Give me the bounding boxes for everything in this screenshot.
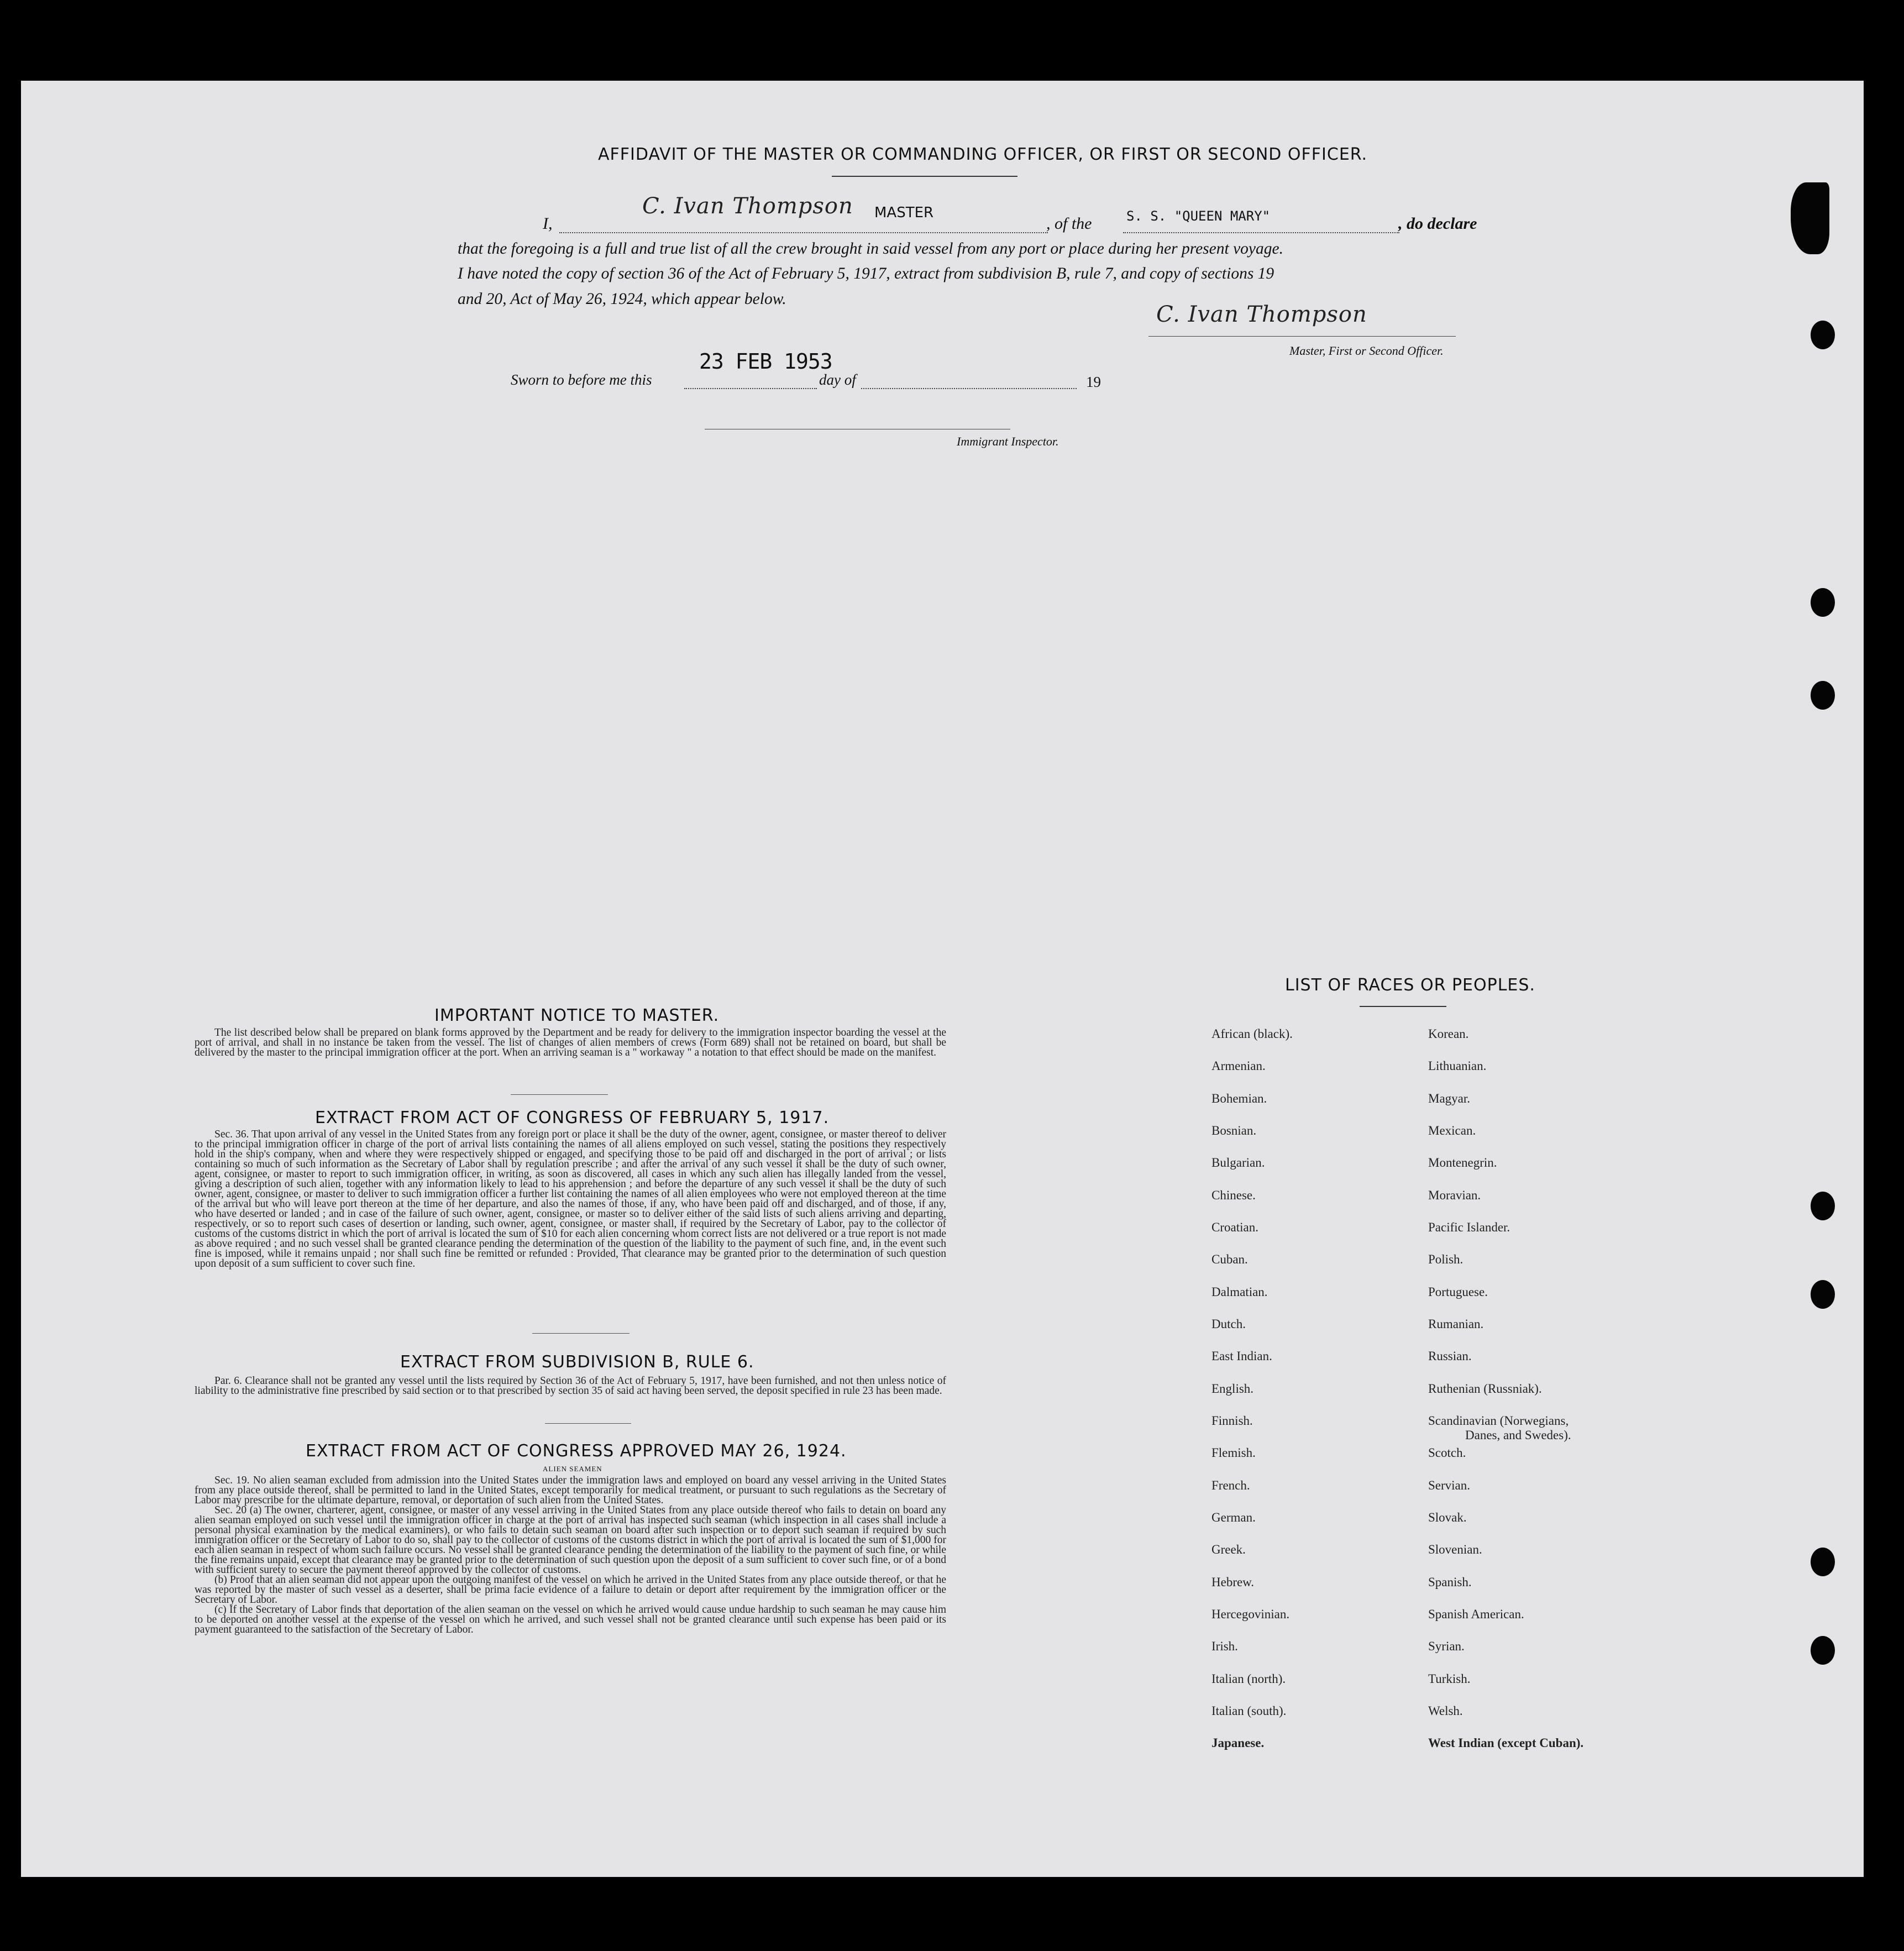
race-item: Scandinavian (Norwegians, bbox=[1428, 1414, 1569, 1428]
title-underline bbox=[832, 176, 1017, 177]
race-item: Dalmatian. bbox=[1211, 1285, 1268, 1299]
day-of-label: day of bbox=[819, 371, 856, 388]
punch-hole bbox=[1811, 681, 1835, 710]
race-item: Slovenian. bbox=[1428, 1543, 1482, 1556]
race-item: Croatian. bbox=[1211, 1220, 1258, 1234]
race-item: Servian. bbox=[1428, 1478, 1471, 1492]
divider bbox=[532, 1333, 630, 1334]
section-19-paragraph: Sec. 19. No alien seaman excluded from admission into the United States under the immigration laws and employed on board any vessel arriving in the United States from any place outside thereof, shall be permitted to land in the United States, except temporarily for medical treatment, or pursuant to such regulations as the Secretary of Labor may prescribe for the ultimate departure, removal, or deportation of such alien from the United States. bbox=[195, 1475, 946, 1506]
race-item: Welsh. bbox=[1428, 1704, 1463, 1718]
of-the-label: , of the bbox=[1046, 214, 1092, 233]
extract-1924-title: EXTRACT FROM ACT OF CONGRESS APPROVED MAY 26, 1924. bbox=[306, 1441, 847, 1461]
extract-1917-text bbox=[195, 1130, 946, 1269]
race-item: Cuban. bbox=[1211, 1252, 1248, 1266]
do-declare-label: , do declare bbox=[1398, 214, 1477, 233]
paper-tear bbox=[1791, 182, 1829, 254]
affidavit-line-4: and 20, Act of May 26, 1924, which appear below. bbox=[458, 290, 786, 308]
race-item: Dutch. bbox=[1211, 1317, 1246, 1331]
year-prefix: 19 bbox=[1086, 374, 1101, 390]
affidavit-i-label: I, bbox=[543, 214, 553, 233]
race-item: Scotch. bbox=[1428, 1446, 1466, 1460]
race-item: Pacific Islander. bbox=[1428, 1220, 1510, 1234]
section-36-paragraph: Sec. 36. That upon arrival of any vessel in the United States from any foreign port or place it shall be the duty of the owner, agent, consignee, or master thereof to deliver to the principal immigration officer in charge of the port of arrival lists containing the names of all aliens employed on such vessel, stating the positions they respectively hold in the ship's company, when and where they were respectively shipped or engaged, and specifying those to be paid off and discharged in the port of arrival ; or lists containing so much of such information as the Secretary of Labor shall by regulation prescribe ; and after the arrival of any such vessel it shall be the duty of such owner, agent, consignee, or master to report to such immigration officer, in writing, as soon as discovered, all cases in which any such alien has illegally landed from the vessel, giving a description of such alien, together with any information likely to lead to his apprehension ; and before the departure of any such vessel it shall be the duty of such owner, agent, consignee, or master to deliver to such immigration officer a further list containing the names of all alien employees who were not employed thereon at the time of the arrival but who will leave port thereon at the time of her departure, and also the names of those, if any, who have been paid off and discharged, and of those, if any, who have deserted or landed ; and in case of the failure of such owner, agent, consignee, or master so to deliver either of the said lists of such aliens arriving and departing, respectively, or so to report such cases of desertion or landing, such owner, agent, consignee, or master shall, if required by the Secretary of Labor, pay to the collector of customs of the customs district in which the port of arrival is located the sum of $10 for each alien concerning whom correct lists are not delivered or a true report is not made as above required ; and no such vessel shall be granted clearance pending the determination of the question of the liability to the payment of such fine, and, in the event such fine is imposed, while it remains unpaid ; nor shall such fine be remitted or refunded : Provided, That clearance may be granted prior to the determination of such question upon deposit of a sum sufficient to cover such fine. bbox=[195, 1129, 946, 1270]
race-item: German. bbox=[1211, 1511, 1256, 1524]
races-title: LIST OF RACES OR PEOPLES. bbox=[1285, 976, 1535, 995]
extract-rule-6-title: EXTRACT FROM SUBDIVISION B, RULE 6. bbox=[400, 1352, 754, 1372]
race-item: Polish. bbox=[1428, 1252, 1464, 1266]
race-item: West Indian (except Cuban). bbox=[1428, 1736, 1584, 1750]
affidavit-line-2: that the foregoing is a full and true list of all the crew brought in said vessel from any port or place during her present voyage. bbox=[458, 240, 1283, 258]
notice-paragraph: The list described below shall be prepared on blank forms approved by the Department and be ready for delivery to the immigration inspector boarding the vessel at the port of arrival, and shall in no instance be taken from the vessel. The list of changes of alien members of crews (Form 689) shall not be retained on board, but shall be delivered by the master to the principal immigration officer at the port. When an arriving seaman is a " workaway " a notation to that effect should be made on the manifest. bbox=[195, 1027, 946, 1058]
race-item: Hebrew. bbox=[1211, 1575, 1255, 1589]
race-item: Lithuanian. bbox=[1428, 1059, 1487, 1073]
race-item: Italian (south). bbox=[1211, 1704, 1287, 1718]
race-item-continuation: Danes, and Swedes). bbox=[1465, 1428, 1571, 1442]
officer-caption: Master, First or Second Officer. bbox=[1289, 344, 1444, 358]
race-item: Chinese. bbox=[1211, 1188, 1256, 1202]
race-item: Italian (north). bbox=[1211, 1672, 1286, 1686]
race-item: Flemish. bbox=[1211, 1446, 1256, 1460]
master-name-signature: C. Ivan Thompson bbox=[642, 193, 853, 219]
rule-6-paragraph: Par. 6. Clearance shall not be granted any vessel until the lists required by Section 36 of the Act of February 5, 1917, have been furnished, and not then unless notice of liability to the administrative fine prescribed by said section or to that prescribed by section 35 of said act having been served, the deposit specified in rule 23 has been made. bbox=[195, 1375, 946, 1397]
race-item: French. bbox=[1211, 1478, 1250, 1492]
extract-1917-title: EXTRACT FROM ACT OF CONGRESS OF FEBRUARY 5, 1917. bbox=[315, 1108, 830, 1127]
extract-1924-text bbox=[195, 1476, 946, 1635]
name-line bbox=[559, 232, 1048, 233]
race-item: English. bbox=[1211, 1382, 1254, 1396]
race-item: Rumanian. bbox=[1428, 1317, 1484, 1331]
race-item: Armenian. bbox=[1211, 1059, 1266, 1073]
race-item: Finnish. bbox=[1211, 1414, 1253, 1428]
race-item: Hercegovinian. bbox=[1211, 1607, 1290, 1621]
punch-hole bbox=[1811, 1280, 1835, 1309]
punch-hole bbox=[1811, 1192, 1835, 1220]
affidavit-line-3: I have noted the copy of section 36 of the Act of February 5, 1917, extract from subdivision B, rule 7, and copy of sections 19 bbox=[458, 265, 1274, 282]
race-item: African (black). bbox=[1211, 1027, 1293, 1041]
sworn-day-line bbox=[684, 388, 817, 389]
race-item: Korean. bbox=[1428, 1027, 1469, 1041]
race-item: Bosnian. bbox=[1211, 1124, 1257, 1137]
race-item: Irish. bbox=[1211, 1639, 1238, 1653]
punch-hole bbox=[1811, 321, 1835, 349]
vessel-name: S. S. "QUEEN MARY" bbox=[1126, 208, 1271, 224]
race-item: Ruthenian (Russniak). bbox=[1428, 1382, 1542, 1396]
race-item: Portuguese. bbox=[1428, 1285, 1488, 1299]
sworn-date-stamp: 23 FEB 1953 bbox=[699, 349, 832, 374]
month-line bbox=[861, 388, 1077, 389]
races-title-underline bbox=[1360, 1006, 1446, 1007]
inspector-caption: Immigrant Inspector. bbox=[957, 434, 1059, 448]
race-item: Greek. bbox=[1211, 1543, 1246, 1556]
notice-title: IMPORTANT NOTICE TO MASTER. bbox=[434, 1006, 720, 1025]
section-20b-paragraph: (b) Proof that an alien seaman did not appear upon the outgoing manifest of the vessel on which he arrived in the United States from any place outside thereof, or that he was reported by the master of such vessel as a deserter, shall be prima facie evidence of a failure to detain or deport after requirement by the immigration officer or the Secretary of Labor. bbox=[195, 1574, 946, 1606]
rank-label: MASTER bbox=[874, 204, 934, 221]
race-item: Spanish American. bbox=[1428, 1607, 1524, 1621]
section-20a-paragraph: Sec. 20 (a) The owner, charterer, agent, consignee, or master of any vessel arriving in the United States from any place outside thereof who fails to detain on board any alien seaman employed on such vessel until the immigration officer in charge at the port of arrival has inspected such seaman (which inspection in all cases shall include a personal physical examination by the medical examiners), or who fails to detain such seaman on board after such inspection or to deport such seaman if required by such immigration officer or the Secretary of Labor to do so, shall pay to the collector of customs of the customs district in which the port of arrival is located the sum of $1,000 for each alien seaman in respect of whom such failure occurs. No vessel shall be granted clearance pending the determination of the liability to the payment of such fine, or while the fine remains unpaid, except that clearance may be granted prior to the determination of such question upon the deposit of a sum sufficient to cover such fine, or of a bond with sufficient surety to secure the payment thereof approved by the collector of customs. bbox=[195, 1504, 946, 1576]
alien-seamen-subtitle: ALIEN SEAMEN bbox=[543, 1465, 602, 1473]
race-item: Japanese. bbox=[1211, 1736, 1265, 1750]
officer-signature: C. Ivan Thompson bbox=[1156, 302, 1367, 327]
notice-text bbox=[195, 1028, 946, 1058]
punch-hole bbox=[1811, 1548, 1835, 1576]
divider bbox=[511, 1094, 608, 1095]
race-item: Bohemian. bbox=[1211, 1092, 1267, 1105]
section-20c-paragraph: (c) If the Secretary of Labor finds that deportation of the alien seaman on the vessel on which he arrived would cause undue hardship to such seaman he may cause him to be deported on another vessel at the expense of the vessel on which he arrived, and such vessel shall not be granted clearance until such expense has been paid or its payment guaranteed to the satisfaction of the Secretary of Labor. bbox=[195, 1604, 946, 1635]
punch-hole bbox=[1811, 1636, 1835, 1665]
sworn-label: Sworn to before me this bbox=[511, 371, 652, 388]
vessel-line bbox=[1123, 232, 1399, 233]
race-item: Magyar. bbox=[1428, 1092, 1471, 1105]
extract-rule-6-text bbox=[195, 1376, 946, 1396]
race-item: Syrian. bbox=[1428, 1639, 1465, 1653]
race-item: Mexican. bbox=[1428, 1124, 1476, 1137]
affidavit-title: AFFIDAVIT OF THE MASTER OR COMMANDING OFFICER, OR FIRST OR SECOND OFFICER. bbox=[598, 145, 1368, 164]
punch-hole bbox=[1811, 588, 1835, 617]
race-item: Montenegrin. bbox=[1428, 1156, 1497, 1169]
race-item: Spanish. bbox=[1428, 1575, 1472, 1589]
race-item: Turkish. bbox=[1428, 1672, 1471, 1686]
race-item: Russian. bbox=[1428, 1349, 1472, 1363]
divider bbox=[545, 1423, 631, 1424]
race-item: Bulgarian. bbox=[1211, 1156, 1265, 1169]
race-item: East Indian. bbox=[1211, 1349, 1272, 1363]
officer-signature-line bbox=[1148, 336, 1456, 337]
race-item: Moravian. bbox=[1428, 1188, 1481, 1202]
race-item: Slovak. bbox=[1428, 1511, 1467, 1524]
